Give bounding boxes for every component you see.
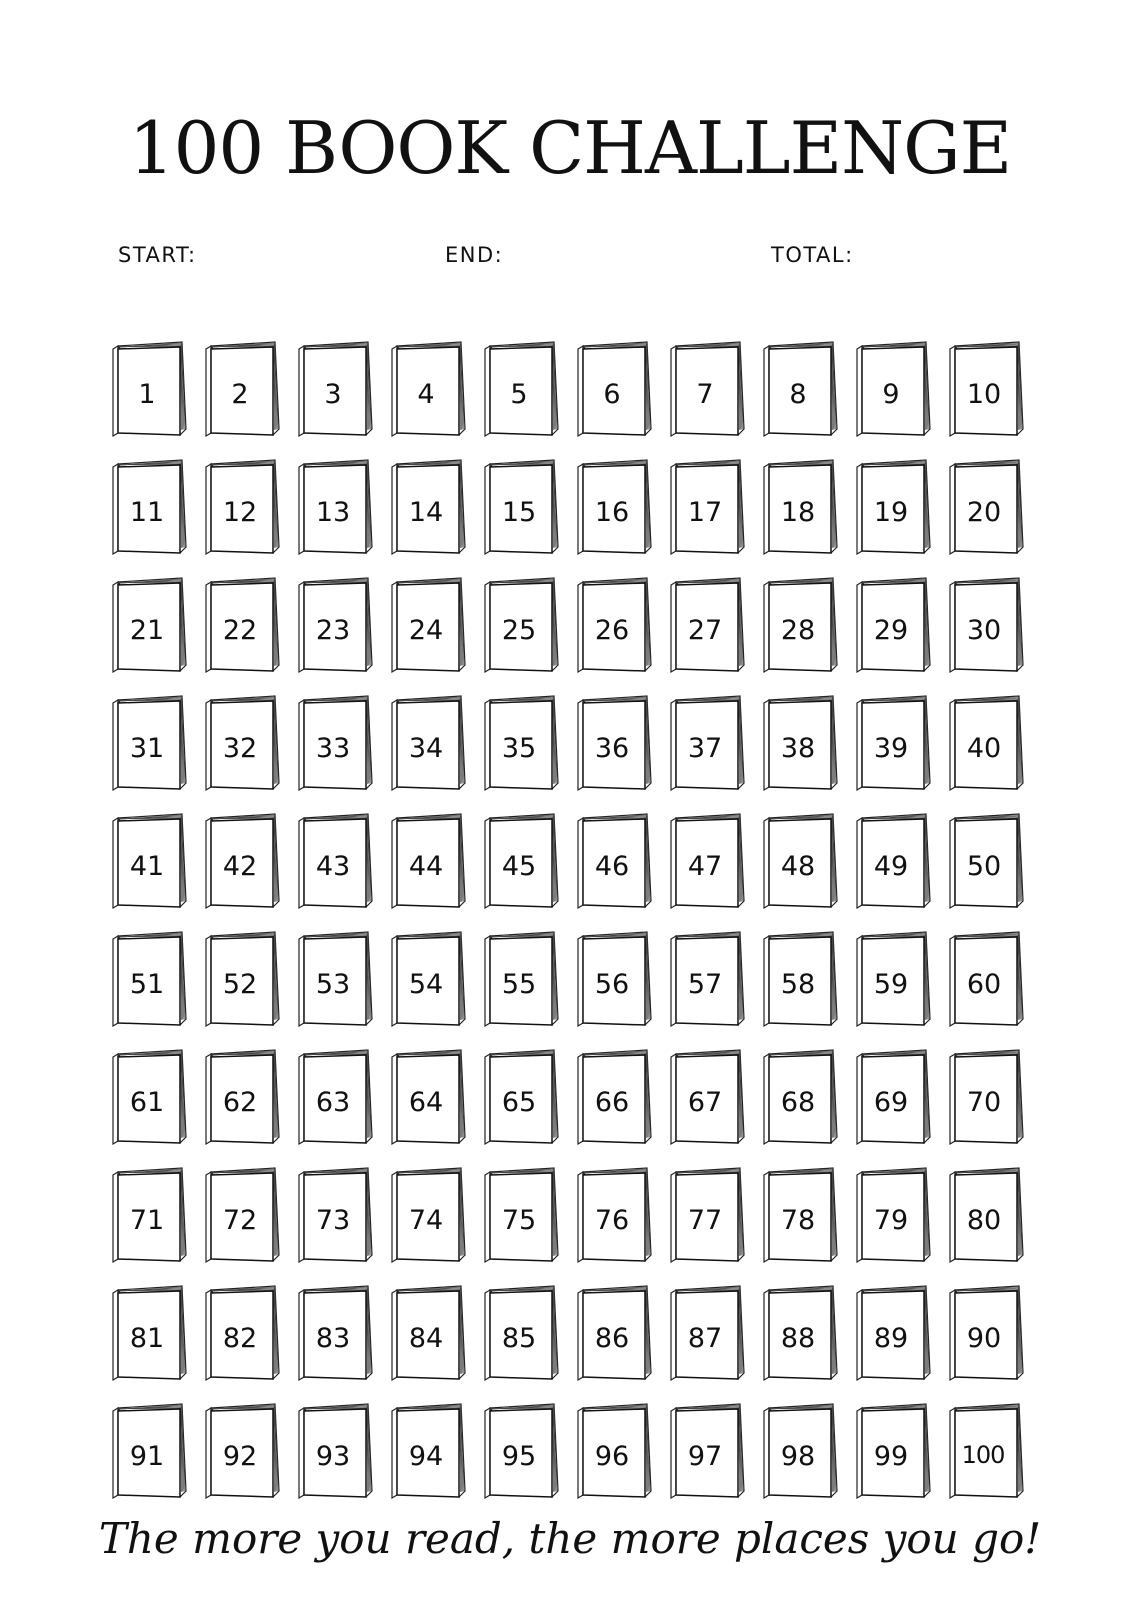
book-cell: [205, 695, 281, 792]
book-number: 23: [315, 615, 351, 646]
book-cell: [856, 459, 932, 556]
book-cell: [298, 695, 374, 792]
book-cell: [112, 1285, 188, 1382]
book-number: 89: [873, 1323, 909, 1354]
book-number: 12: [222, 497, 258, 528]
book-cell: [763, 459, 839, 556]
book-number: 27: [687, 615, 723, 646]
book-cell: [856, 931, 932, 1028]
book-number: 22: [222, 615, 258, 646]
book-number: 71: [129, 1205, 165, 1236]
book-cell: [391, 341, 467, 438]
book-cell: [112, 577, 188, 674]
book-number: 84: [408, 1323, 444, 1354]
book-number: 19: [873, 497, 909, 528]
book-cell: [205, 459, 281, 556]
end-field-label: END:: [445, 243, 504, 267]
book-cell: [112, 459, 188, 556]
book-number: 2: [231, 379, 249, 410]
book-cell: [670, 1049, 746, 1146]
book-cell: [112, 1049, 188, 1146]
book-number: 28: [780, 615, 816, 646]
book-number: 11: [129, 497, 165, 528]
book-cell: [112, 813, 188, 910]
book-cell: [205, 931, 281, 1028]
book-number: 74: [408, 1205, 444, 1236]
book-cell: [484, 459, 560, 556]
book-number: 92: [222, 1441, 258, 1472]
book-cell: [205, 1285, 281, 1382]
book-number: 53: [315, 969, 351, 1000]
book-cell: [763, 1167, 839, 1264]
book-cell: [856, 813, 932, 910]
book-number: 86: [594, 1323, 630, 1354]
book-cell: [391, 1167, 467, 1264]
book-number: 34: [408, 733, 444, 764]
book-cell: [763, 1285, 839, 1382]
challenge-fields: [0, 243, 1140, 273]
book-cell: [391, 1403, 467, 1500]
book-cell: [949, 931, 1025, 1028]
book-number: 51: [129, 969, 165, 1000]
book-cell: [391, 1049, 467, 1146]
book-cell: [949, 813, 1025, 910]
book-number: 26: [594, 615, 630, 646]
book-cell: [577, 341, 653, 438]
book-number: 100: [961, 1441, 1005, 1469]
book-number: 55: [501, 969, 537, 1000]
book-number: 78: [780, 1205, 816, 1236]
book-cell: [856, 695, 932, 792]
book-number: 94: [408, 1441, 444, 1472]
book-number: 56: [594, 969, 630, 1000]
book-number: 7: [696, 379, 714, 410]
book-cell: [670, 1285, 746, 1382]
book-number: 72: [222, 1205, 258, 1236]
book-number: 73: [315, 1205, 351, 1236]
book-number: 67: [687, 1087, 723, 1118]
book-cell: [298, 459, 374, 556]
book-number: 41: [129, 851, 165, 882]
book-cell: [484, 1285, 560, 1382]
book-cell: [763, 577, 839, 674]
book-number: 90: [966, 1323, 1002, 1354]
total-field-label: TOTAL:: [771, 243, 854, 267]
book-cell: [949, 459, 1025, 556]
book-cell: [391, 577, 467, 674]
book-number: 69: [873, 1087, 909, 1118]
book-number: 61: [129, 1087, 165, 1118]
book-number: 68: [780, 1087, 816, 1118]
book-number: 35: [501, 733, 537, 764]
book-number: 50: [966, 851, 1002, 882]
book-cell: [298, 1049, 374, 1146]
book-cell: [112, 931, 188, 1028]
book-cell: [298, 1403, 374, 1500]
book-number: 88: [780, 1323, 816, 1354]
book-number: 60: [966, 969, 1002, 1000]
book-number: 66: [594, 1087, 630, 1118]
book-number: 99: [873, 1441, 909, 1472]
book-number: 97: [687, 1441, 723, 1472]
book-number: 59: [873, 969, 909, 1000]
book-number: 87: [687, 1323, 723, 1354]
book-number: 20: [966, 497, 1002, 528]
book-number: 43: [315, 851, 351, 882]
book-number: 39: [873, 733, 909, 764]
book-number: 13: [315, 497, 351, 528]
book-cell: [298, 931, 374, 1028]
start-field-label: START:: [118, 243, 197, 267]
book-cell: [577, 459, 653, 556]
book-number: 37: [687, 733, 723, 764]
book-number: 44: [408, 851, 444, 882]
book-number: 64: [408, 1087, 444, 1118]
book-cell: [391, 813, 467, 910]
book-cell: [577, 931, 653, 1028]
book-number: 98: [780, 1441, 816, 1472]
book-cell: [763, 341, 839, 438]
book-cell: [112, 1403, 188, 1500]
book-cell: [298, 341, 374, 438]
book-cell: [484, 1403, 560, 1500]
book-number: 25: [501, 615, 537, 646]
book-number: 15: [501, 497, 537, 528]
book-number: 46: [594, 851, 630, 882]
book-number: 62: [222, 1087, 258, 1118]
tagline: The more you read, the more places you go!: [98, 1514, 1042, 1563]
page-title: 100 BOOK CHALLENGE: [128, 106, 1012, 190]
book-cell: [205, 341, 281, 438]
book-cell: [205, 1167, 281, 1264]
book-cell: [484, 695, 560, 792]
book-cell: [577, 1167, 653, 1264]
book-number: 21: [129, 615, 165, 646]
book-cell: [670, 1403, 746, 1500]
book-number: 24: [408, 615, 444, 646]
book-cell: [484, 931, 560, 1028]
book-number: 45: [501, 851, 537, 882]
book-cell: [298, 1285, 374, 1382]
book-cell: [670, 459, 746, 556]
book-cell: [577, 577, 653, 674]
book-number: 16: [594, 497, 630, 528]
book-cell: [949, 1167, 1025, 1264]
book-number: 29: [873, 615, 909, 646]
book-number: 58: [780, 969, 816, 1000]
book-number: 1: [138, 379, 156, 410]
book-cell: [484, 1049, 560, 1146]
book-number: 80: [966, 1205, 1002, 1236]
book-number: 57: [687, 969, 723, 1000]
book-number: 81: [129, 1323, 165, 1354]
book-grid: [112, 341, 1032, 1500]
book-cell: [670, 813, 746, 910]
book-number: 6: [603, 379, 621, 410]
book-cell: [670, 695, 746, 792]
book-cell: [205, 813, 281, 910]
book-number: 17: [687, 497, 723, 528]
book-number: 83: [315, 1323, 351, 1354]
book-cell: [949, 577, 1025, 674]
book-number: 85: [501, 1323, 537, 1354]
book-cell: [391, 931, 467, 1028]
book-number: 10: [966, 379, 1002, 410]
book-number: 14: [408, 497, 444, 528]
book-cell: [949, 341, 1025, 438]
book-cell: [484, 1167, 560, 1264]
book-number: 4: [417, 379, 435, 410]
book-cell: [577, 813, 653, 910]
book-number: 8: [789, 379, 807, 410]
book-cell: [391, 695, 467, 792]
book-number: 91: [129, 1441, 165, 1472]
book-cell: [205, 577, 281, 674]
book-number: 18: [780, 497, 816, 528]
book-number: 63: [315, 1087, 351, 1118]
book-number: 30: [966, 615, 1002, 646]
book-number: 70: [966, 1087, 1002, 1118]
book-number: 31: [129, 733, 165, 764]
book-cell: [949, 1403, 1025, 1500]
book-cell: [577, 1403, 653, 1500]
book-number: 3: [324, 379, 342, 410]
book-cell: [856, 1285, 932, 1382]
book-cell: [670, 341, 746, 438]
book-cell: [205, 1403, 281, 1500]
book-cell: [949, 1285, 1025, 1382]
book-cell: [763, 931, 839, 1028]
book-cell: [112, 1167, 188, 1264]
book-cell: [949, 1049, 1025, 1146]
book-number: 54: [408, 969, 444, 1000]
book-cell: [298, 813, 374, 910]
book-number: 42: [222, 851, 258, 882]
book-cell: [763, 1049, 839, 1146]
book-cell: [856, 1403, 932, 1500]
book-number: 82: [222, 1323, 258, 1354]
book-cell: [577, 1285, 653, 1382]
book-number: 52: [222, 969, 258, 1000]
book-number: 32: [222, 733, 258, 764]
book-number: 77: [687, 1205, 723, 1236]
book-cell: [763, 1403, 839, 1500]
book-cell: [391, 1285, 467, 1382]
book-cell: [298, 577, 374, 674]
book-cell: [484, 813, 560, 910]
book-number: 5: [510, 379, 528, 410]
book-number: 79: [873, 1205, 909, 1236]
book-cell: [112, 695, 188, 792]
book-number: 75: [501, 1205, 537, 1236]
book-cell: [949, 695, 1025, 792]
book-number: 48: [780, 851, 816, 882]
book-cell: [856, 577, 932, 674]
book-number: 40: [966, 733, 1002, 764]
book-number: 38: [780, 733, 816, 764]
book-cell: [112, 341, 188, 438]
book-cell: [670, 931, 746, 1028]
book-cell: [205, 1049, 281, 1146]
book-cell: [298, 1167, 374, 1264]
book-number: 33: [315, 733, 351, 764]
book-number: 47: [687, 851, 723, 882]
book-cell: [577, 695, 653, 792]
book-number: 93: [315, 1441, 351, 1472]
book-cell: [763, 813, 839, 910]
book-number: 95: [501, 1441, 537, 1472]
book-cell: [763, 695, 839, 792]
book-cell: [484, 341, 560, 438]
book-cell: [856, 341, 932, 438]
book-number: 9: [882, 379, 900, 410]
book-number: 96: [594, 1441, 630, 1472]
book-cell: [670, 1167, 746, 1264]
book-cell: [577, 1049, 653, 1146]
book-number: 49: [873, 851, 909, 882]
book-cell: [856, 1167, 932, 1264]
book-number: 76: [594, 1205, 630, 1236]
book-cell: [670, 577, 746, 674]
book-cell: [856, 1049, 932, 1146]
book-number: 36: [594, 733, 630, 764]
book-cell: [484, 577, 560, 674]
book-cell: [391, 459, 467, 556]
book-number: 65: [501, 1087, 537, 1118]
